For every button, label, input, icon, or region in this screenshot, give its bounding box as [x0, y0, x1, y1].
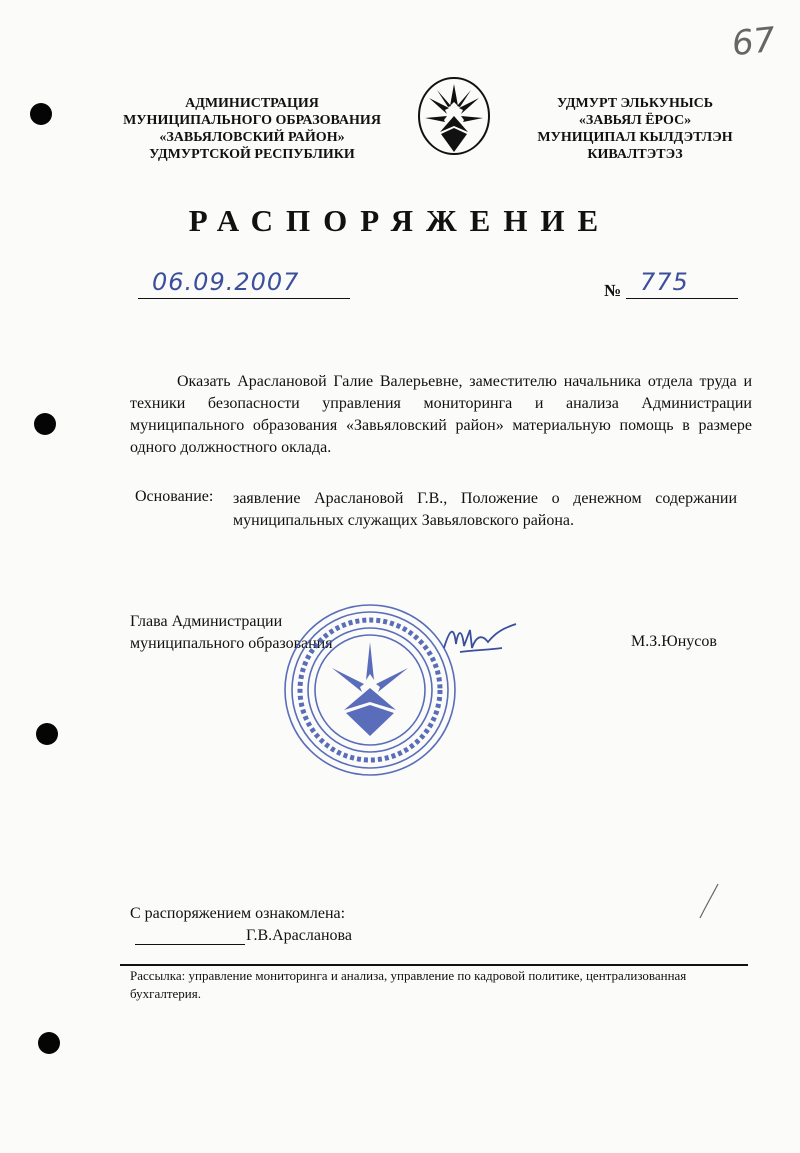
- header-left: [112, 95, 392, 163]
- punch-hole: [38, 1032, 60, 1054]
- distribution-list: Рассылка: управление мониторинга и анализа, управление по кадровой политике, централизованная бухгалтерия.: [130, 968, 687, 1001]
- page-number: 67: [730, 19, 778, 65]
- number-sign: №: [604, 281, 622, 300]
- document-title: РАСПОРЯЖЕНИЕ: [188, 203, 612, 238]
- date-handwritten: 06.09.2007: [152, 268, 300, 296]
- number-handwritten: 775: [640, 268, 689, 296]
- acknowledgement-name: Г.В.Арасланова: [246, 927, 352, 944]
- punch-hole: [34, 413, 56, 435]
- acknowledgement-signature-line: [135, 944, 245, 945]
- emblem-icon: [417, 76, 491, 156]
- official-seal: [282, 602, 458, 778]
- basis-label: Основание:: [135, 488, 214, 505]
- basis-text: заявление Араслановой Г.В., Положение о денежном содержании муниципальных служащих Завьяловского района.: [233, 490, 737, 529]
- header-left-line: АДМИНИСТРАЦИЯ: [185, 96, 319, 111]
- header-right-line: КИВАЛТЭТЭЗ: [587, 147, 683, 162]
- header-right-line: УДМУРТ ЭЛЬКУНЫСЬ: [557, 96, 713, 111]
- header-right: [520, 95, 750, 163]
- signatory-name: М.З.Юнусов: [631, 633, 717, 650]
- date-underline: [138, 298, 350, 299]
- acknowledgement-label: С распоряжением ознакомлена:: [130, 905, 346, 922]
- number-underline: [626, 298, 738, 299]
- header-left-line: УДМУРТСКОЙ РЕСПУБЛИКИ: [149, 147, 355, 162]
- header-right-line: «ЗАВЬЯЛ ЁРОС»: [578, 113, 692, 128]
- order-body-text: Оказать Арaслановой Галие Валерьевне, заместителю начальника отдела труда и техники безопасности управления мониторинга и анализа Администрации муниципального образования «Завьяловский район» материальную помощь в размере одного должностного оклада.: [130, 373, 752, 456]
- signatory-position-line: Глава Администрации: [130, 613, 283, 630]
- punch-hole: [36, 723, 58, 745]
- header-right-line: МУНИЦИПАЛ КЫЛДЭТЛЭН: [537, 130, 733, 145]
- header-left-line: МУНИЦИПАЛЬНОГО ОБРАЗОВАНИЯ: [123, 113, 381, 128]
- pen-mark: [694, 882, 724, 922]
- header-left-line: «ЗАВЬЯЛОВСКИЙ РАЙОН»: [159, 130, 345, 145]
- punch-hole: [30, 103, 52, 125]
- signature: [440, 618, 520, 660]
- footer-rule: [120, 964, 748, 966]
- signatory-position-line: муниципального образования: [130, 635, 333, 652]
